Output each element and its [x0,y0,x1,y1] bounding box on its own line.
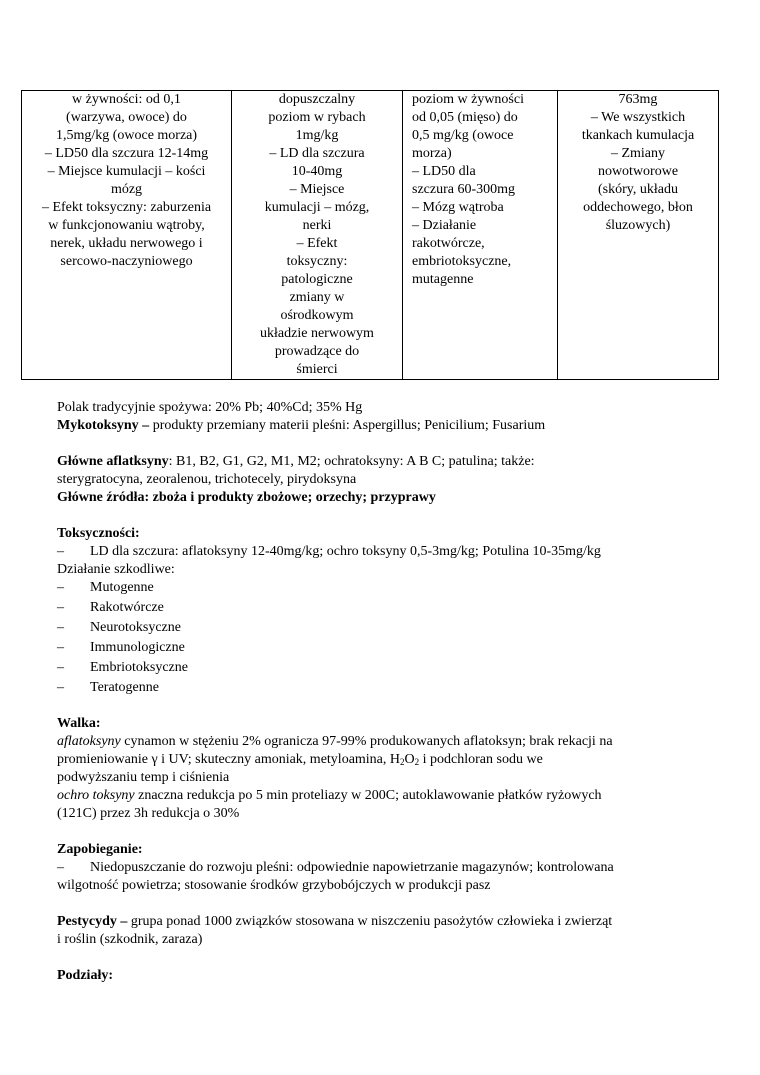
paragraph-polak: Polak tradycyjnie spożywa: 20% Pb; 40%Cd; 35% Hg [57,400,363,415]
list-item [57,639,697,657]
cell-line: prowadzące do [274,344,360,359]
list-item-text: Rakotwórcze [90,600,164,615]
list-item [57,679,697,697]
list-item-text: Niedopuszczanie do rozwoju pleśni: odpowiednie napowietrzanie magazynów; kontrolowana [90,860,614,875]
cell-line: w żywności: od 0,1 [72,92,181,107]
document-body [57,399,697,985]
cell-line: – Efekt [296,236,338,251]
list-item [57,599,697,617]
cell-line: mózg [110,182,143,197]
paragraph-mykotoksyny [57,417,697,435]
paragraph-aflatoksyny [57,453,697,471]
heading-text: Zapobieganie: [57,842,143,857]
dash-bullet: – [57,640,64,655]
zrodla-bold: Główne źródła: zboża i produkty zbożowe; orzechy; przyprawy [57,490,436,505]
paragraph-text: znaczna redukcja po 5 min proteliazy w 200C; autoklawowanie płatków ryżowych [134,788,602,803]
list-item [57,543,697,561]
paragraph-walka-2 [57,751,697,769]
paragraph-walka-1 [57,733,697,751]
spacer [57,949,697,967]
cell-line: śmierci [296,362,338,377]
dash-bullet: – [57,544,64,559]
cell-line: szczura 60-300mg [412,182,516,197]
list-item [57,859,697,877]
dash-bullet: – [57,580,64,595]
term-aflatoksyny: Główne aflatksyny [57,454,169,469]
paragraph-text: i podchloran sodu we [419,752,543,767]
table-cell-col3 [403,91,558,380]
cell-line: kumulacji – mózg, [264,200,370,215]
paragraph-text: promieniowanie γ i UV; skuteczny amoniak, metyloamina, H [57,752,401,767]
cell-line: zmiany w [289,290,345,305]
paragraph-text: cynamon w stężeniu 2% ogranicza 97-99% produkowanych aflatoksyn; brak rekacji na [120,734,613,749]
cell-line: tkankach kumulacja [581,128,695,143]
cell-line: – LD50 dla szczura 12-14mg [44,146,209,161]
list-item-text: Neurotoksyczne [90,620,181,635]
list-item-text: Immunologiczne [90,640,185,655]
list-item [57,659,697,677]
cell-line: poziom w żywności [412,92,524,107]
cell-line: dopuszczalny [278,92,356,107]
dash-bullet: – [57,620,64,635]
paragraph-aflatoksyny-cont: sterygratocyna, zeoralenou, trichotecely, pirydoksyna [57,472,357,487]
dash-bullet: – [57,680,64,695]
cell-line: nowotworowe [597,164,679,179]
term-ochratoksyny-italic: ochro toksyny [57,788,135,803]
list-text: : B1, B2, G1, G2, M1, M2; ochratoksyny: A B C; patulina; także: [168,454,535,469]
cell-line: – LD dla szczura [269,146,365,161]
cell-line: sercowo-naczyniowego [60,254,193,269]
toxicity-table [21,90,719,380]
definition-text: produkty przemiany materii pleśni: Aspergillus; Penicilium; Fusarium [149,418,546,433]
cell-line: 10-40mg [291,164,343,179]
heading-zapobieganie [57,841,697,859]
cell-line: (warzywa, owoce) do [66,110,187,125]
spacer [57,697,697,715]
cell-line: nerek, układu nerwowego i [50,236,203,251]
cell-line: embriotoksyczne, [412,254,512,269]
paragraph-walka-3: podwyższaniu temp i ciśnienia [57,770,230,785]
table-cell-col2 [232,91,403,380]
table-row [22,91,719,380]
cell-line: – Efekt toksyczny: zaburzenia [41,200,212,215]
paragraph-zapobieganie-cont: wilgotność powietrza; stosowanie środków grzybobójczych w produkcji pasz [57,878,491,893]
definition-text: grupa ponad 1000 związków stosowana w niszczeniu pasożytów człowieka i zwierząt [127,914,613,929]
cell-line: – Miejsce kumulacji – kości [47,164,206,179]
list-item-text: Mutogenne [90,580,154,595]
cell-line: patologiczne [281,272,353,287]
term-aflatoksyny-italic: aflatoksyny [57,734,121,749]
paragraph-walka-5: (121C) przez 3h redukcja o 30% [57,806,240,821]
cell-line: 0,5 mg/kg (owoce [412,128,514,143]
list-item [57,619,697,637]
paragraph-pestycydy-cont: i roślin (szkodnik, zaraza) [57,932,203,947]
cell-line: w funkcjonowaniu wątroby, [48,218,205,233]
dash-bullet: – [57,860,64,875]
cell-line: 763mg [618,92,658,107]
heading-toksycznosci [57,525,697,543]
heading-text: Podziały: [57,968,113,983]
cell-line: poziom w rybach [268,110,366,125]
cell-line: od 0,05 (mięso) do [412,110,518,125]
cell-line: rakotwórcze, [412,236,485,251]
term-pestycydy: Pestycydy – [57,914,128,929]
subscript: 2 [414,757,420,767]
cell-line: (skóry, układu [598,182,678,197]
paragraph-zrodla [57,489,697,507]
spacer [57,823,697,841]
table-cell-col4 [558,91,719,380]
paragraph-pestycydy [57,913,697,931]
paragraph-text: O [404,752,415,767]
list-item-text: Embriotoksyczne [90,660,188,675]
heading-text: Walka: [57,716,101,731]
cell-line: – Mózg wątroba [412,200,504,215]
cell-line: 1,5mg/kg (owoce morza) [55,128,198,143]
heading-podzialy [57,967,697,985]
cell-line: – LD50 dla [412,164,476,179]
dash-bullet: – [57,660,64,675]
cell-line: oddechowego, błon [583,200,693,215]
cell-line: mutagenne [412,272,474,287]
term-mykotoksyny: Mykotoksyny – [57,418,150,433]
cell-line: śluzowych) [605,218,671,233]
cell-line: – Zmiany [610,146,666,161]
cell-line: układzie nerwowym [260,326,374,341]
spacer [57,507,697,525]
dash-bullet: – [57,600,64,615]
spacer [57,895,697,913]
cell-line: nerki [302,218,332,233]
heading-walka [57,715,697,733]
cell-line: morza) [412,146,452,161]
list-item [57,579,697,597]
subscript: 2 [400,757,405,767]
cell-line: – Działanie [412,218,477,233]
cell-line: 1mg/kg [295,128,339,143]
spacer [57,435,697,453]
cell-line: – We wszystkich [590,110,686,125]
paragraph-dzialanie: Działanie szkodliwe: [57,562,175,577]
cell-line: ośrodkowym [280,308,354,323]
list-item-text: Teratogenne [90,680,159,695]
list-item-text: LD dla szczura: aflatoksyny 12-40mg/kg; ochro toksyny 0,5-3mg/kg; Potulina 10-35mg/kg [90,544,601,559]
cell-line: – Miejsce [289,182,345,197]
table-cell-col1 [22,91,232,380]
heading-text: Toksyczności: [57,526,140,541]
cell-line: toksyczny: [286,254,348,269]
paragraph-walka-4 [57,787,697,805]
